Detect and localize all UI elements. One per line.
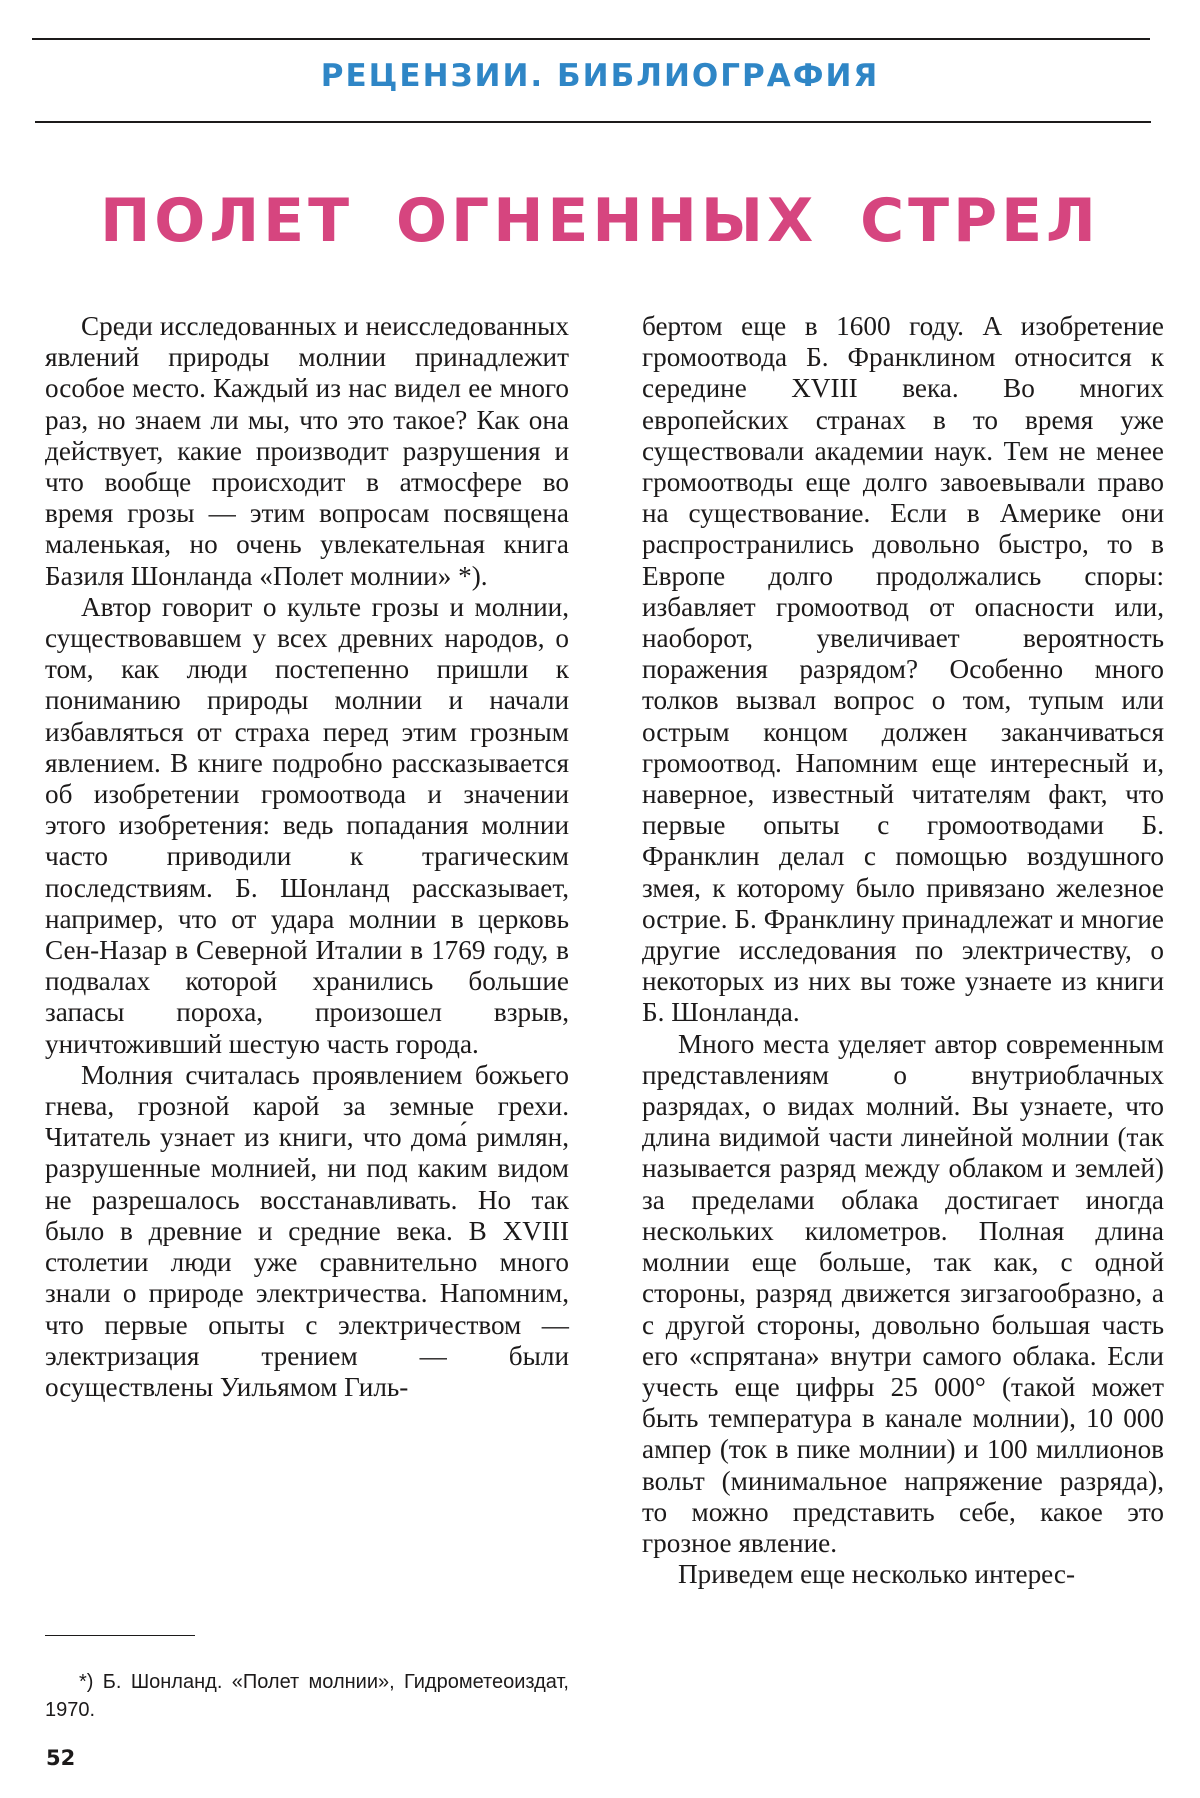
footnote: *) Б. Шонланд. «Полет молнии», Гидрометеоиздат, 1970. [45, 1671, 569, 1721]
paragraph: Автор говорит о культе грозы и молнии, существовавшем у всех древних народов, о том, как люди постепенно пришли к пониманию природы молнии и начали избавляться от страха перед этим грозным явлением. В книге подробно рассказывается об изобретении громоотвода и значении этого изобретения: ведь попадания молнии часто приводили к трагическим последствиям. Б. Шонланд рассказывает, например, что от удара молнии в церковь Сен-Назар в Северной Италии в 1769 году, в подвалах которой хранились большие запасы пороха, произошел взрыв, уничтоживший шестую часть города. [45, 591, 569, 1059]
left-column [45, 311, 569, 1403]
paragraph: Много места уделяет автор современным представлениям о внутриоблачных разрядах, о видах молний. Вы узнаете, что длина видимой части линейной молнии (так называется разряд между облаком и землей) за пределами облака достигает иногда нескольких километров. Полная длина молнии еще больше, так как, с одной стороны, разряд движется зигзагообразно, а с другой стороны, довольно большая часть его «спрятана» внутри самого облака. Если учесть еще цифры 25 000° (такой может быть температура в канале молнии), 10 000 ампер (ток в пике молнии) и 100 миллионов вольт (минимальное напряжение разряда), то можно представить себе, какое это грозное явление. [642, 1028, 1164, 1558]
top-rule [32, 38, 1150, 40]
header-rule [35, 121, 1151, 123]
paragraph: Молния считалась проявлением божьего гнева, грозной карой за земные грехи. Читатель узнает из книги, что дома́ римлян, разрушенные молнией, ни под каким видом не разрешалось восстанавливать. Но так было в древние и средние века. В XVIII столетии люди уже сравнительно много знали о природе электричества. Напомним, что первые опыты с электричеством — электризация трением — были осуществлены Уильямом Гиль- [45, 1059, 569, 1402]
footnote-rule [45, 1635, 195, 1636]
page-number: 52 [46, 1746, 76, 1770]
right-column [642, 311, 1164, 1590]
paragraph: Приведем еще несколько интерес- [678, 1559, 1076, 1590]
section-title: РЕЦЕНЗИИ. БИБЛИОГРАФИЯ [320, 58, 880, 94]
article-title: ПОЛЕТ ОГНЕННЫХ СТРЕЛ [100, 186, 1100, 256]
paragraph: бертом еще в 1600 году. А изобретение громоотвода Б. Франклином относится к середине XVIII века. Во многих европейских странах в то время уже существовали академии наук. Тем не менее громоотводы еще долго завоевывали право на существование. Если в Америке они распространились довольно быстро, то в Европе долго продолжались споры: избавляет громоотвод от опасности или, наоборот, увеличивает вероятность поражения разрядом? Особенно много толков вызвал вопрос о том, тупым или острым концом должен заканчиваться громоотвод. Напомним еще интересный и, наверное, известный читателям факт, что первые опыты с громоотводами Б. Франклин делал с помощью воздушного змея, к которому было привязано железное острие. Б. Франклину принадлежат и многие другие исследования по электричеству, о некоторых из них вы тоже узнаете из книги Б. Шонланда. [642, 311, 1164, 1028]
paragraph: Среди исследованных и неисследованных явлений природы молнии принадлежит особое место. Каждый из нас видел ее много раз, но знаем ли мы, что это такое? Как она действует, какие производит разрушения и что вообще происходит в атмосфере во время грозы — этим вопросам посвящена маленькая, но очень увлекательная книга Базиля Шонланда «Полет молнии» *). [45, 311, 569, 591]
